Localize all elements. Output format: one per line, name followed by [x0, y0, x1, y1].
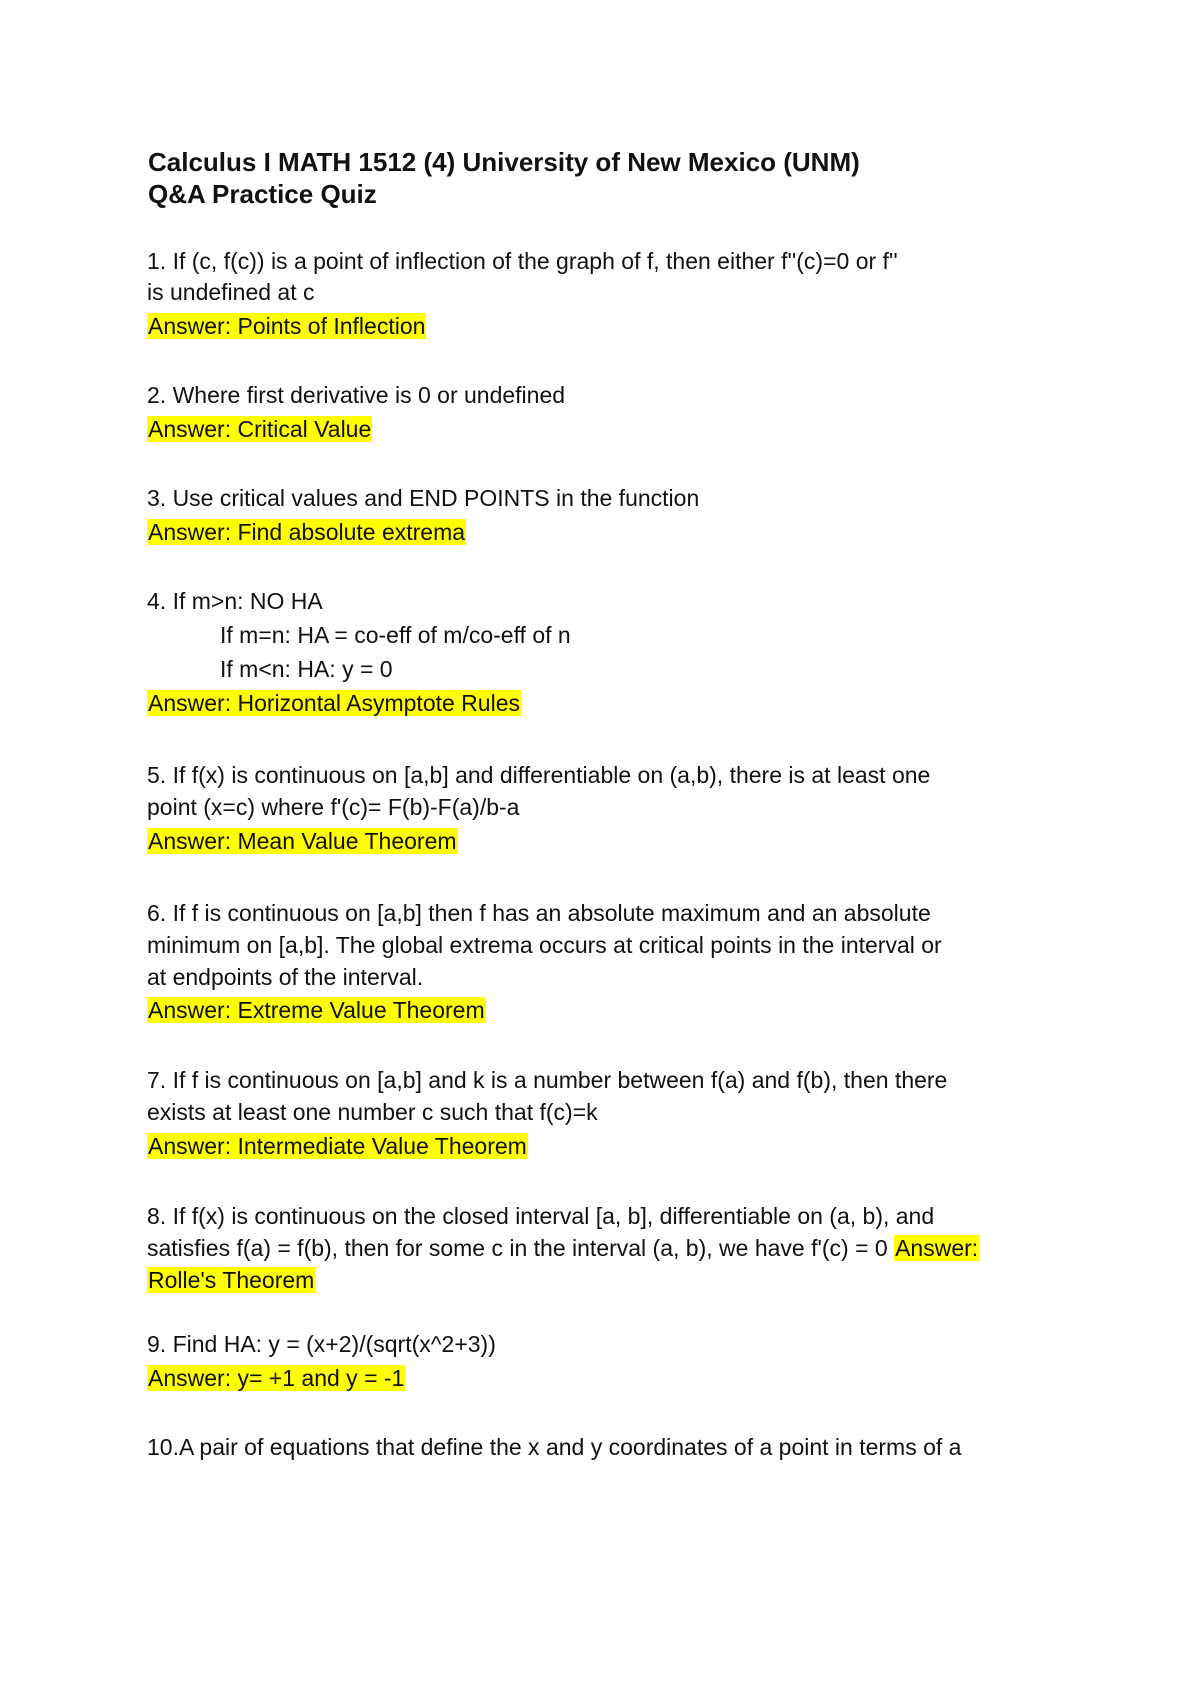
question-1-text: 1. If (c, f(c)) is a point of inflection of the graph of f, then either f''(c)=0 or f'' [147, 248, 898, 274]
question-1-answer [147, 311, 426, 341]
answer-highlight: Answer: y= +1 and y = -1 [148, 1365, 405, 1391]
question-4-answer [147, 688, 521, 718]
question-6-text-cont2: at endpoints of the interval. [147, 964, 424, 990]
question-9-text: 9. Find HA: y = (x+2)/(sqrt(x^2+3)) [147, 1331, 496, 1357]
question-10-text: 10.A pair of equations that define the x and y coordinates of a point in terms of a [147, 1434, 962, 1460]
question-8-text: 8. If f(x) is continuous on the closed interval [a, b], differentiable on (a, b), and [147, 1203, 935, 1229]
answer-highlight: Rolle's Theorem [148, 1267, 315, 1293]
question-4-text: 4. If m>n: NO HA [147, 588, 323, 614]
document-title: Calculus I MATH 1512 (4) University of New Mexico (UNM) [148, 147, 860, 177]
answer-highlight: Answer: Extreme Value Theorem [148, 997, 485, 1023]
answer-highlight: Answer: Critical Value [148, 416, 372, 442]
question-8-answer [147, 1265, 315, 1295]
answer-highlight: Answer: Points of Inflection [148, 313, 426, 339]
question-6-text: 6. If f is continuous on [a,b] then f has an absolute maximum and an absolute [147, 900, 931, 926]
document-subtitle: Q&A Practice Quiz [148, 179, 377, 209]
question-7-answer [147, 1131, 528, 1161]
question-9-answer [147, 1363, 405, 1393]
question-3-answer [147, 517, 466, 547]
question-8-text-part: satisfies f(a) = f(b), then for some c in the interval (a, b), we have f'(c) = 0 [147, 1235, 888, 1261]
question-7-text-cont: exists at least one number c such that f(c)=k [147, 1099, 598, 1125]
answer-highlight: Answer: Intermediate Value Theorem [148, 1133, 527, 1159]
question-1-text-cont: is undefined at c [147, 279, 315, 305]
question-5-answer [147, 826, 458, 856]
question-4-text-cont: If m=n: HA = co-eff of m/co-eff of n [220, 622, 571, 648]
answer-highlight: Answer: Horizontal Asymptote Rules [148, 690, 520, 716]
answer-highlight: Answer: [895, 1235, 979, 1261]
question-4-text-cont2: If m<n: HA: y = 0 [220, 656, 393, 682]
question-5-text-cont: point (x=c) where f'(c)= F(b)-F(a)/b-a [147, 794, 520, 820]
question-8-text-cont [147, 1233, 979, 1263]
question-3-text: 3. Use critical values and END POINTS in the function [147, 485, 700, 511]
question-2-text: 2. Where first derivative is 0 or undefined [147, 382, 566, 408]
question-6-answer [147, 995, 486, 1025]
question-6-text-cont: minimum on [a,b]. The global extrema occurs at critical points in the interval or [147, 932, 942, 958]
answer-highlight: Answer: Find absolute extrema [148, 519, 466, 545]
answer-highlight: Answer: Mean Value Theorem [148, 828, 457, 854]
question-2-answer [147, 414, 372, 444]
question-5-text: 5. If f(x) is continuous on [a,b] and differentiable on (a,b), there is at least one [147, 762, 931, 788]
question-7-text: 7. If f is continuous on [a,b] and k is a number between f(a) and f(b), then there [147, 1067, 948, 1093]
